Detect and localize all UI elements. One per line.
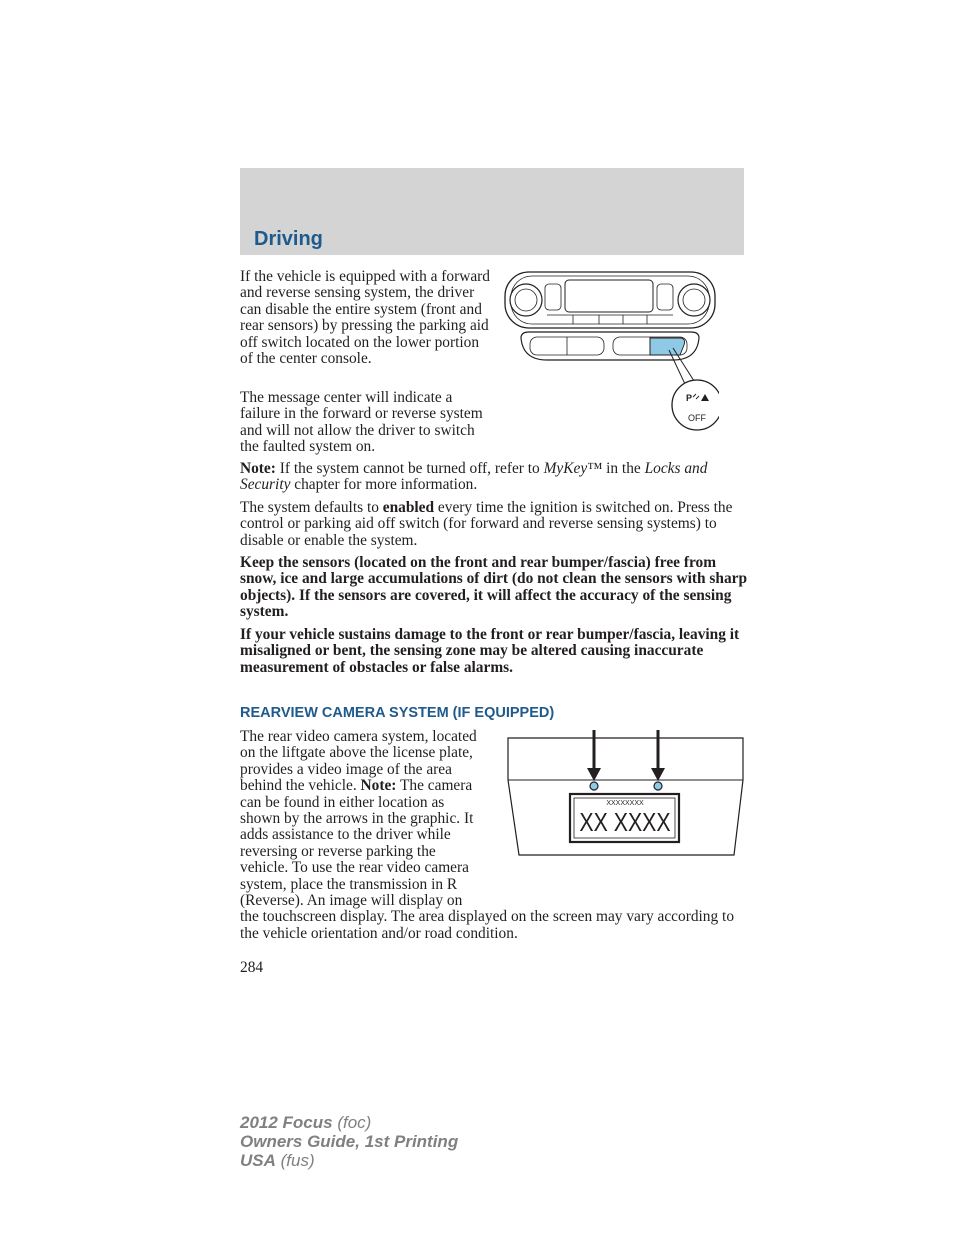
- header-band: [240, 168, 744, 255]
- section-heading: REARVIEW CAMERA SYSTEM (IF EQUIPPED): [240, 705, 555, 721]
- page-number: 284: [240, 959, 264, 976]
- paragraph-disable-system: If the vehicle is equipped with a forward and reverse sensing system, the driver can disable the entire system (front and rear sensors) by pressing the parking aid off switch located on the lower portion of the center console.: [240, 268, 491, 368]
- paragraph-rear-camera: The rear video camera system, located on the liftgate above the license plate, provides a video image of the area behind the vehicle. Note: The camera can be found in either location as shown by the arrows in the graphic. It adds assistance to the driver while reversing or reverse parking the vehicle. To use the rear video camera system, place the transmission in R (Reverse). An image will display on the touchscreen display. The area displayed on the screen may vary according to the vehicle orientation and/or road condition.: [240, 728, 735, 942]
- paragraph-message-center: The message center will indicate a failure in the forward or reverse system and will not allow the driver to switch the faulted system on.: [240, 389, 483, 456]
- warning-bumper-damage: If your vehicle sustains damage to the front or rear bumper/fascia, leaving it misaligned or bent, the sensing zone may be altered causing inaccurate measurement of obstacles or false alarms.: [240, 626, 740, 676]
- warning-keep-sensors-clean: Keep the sensors (located on the front and rear bumper/fascia) free from snow, ice and large accumulations of dirt (do not clean the sensors with sharp objects). If the sensors are covered, it will affect the accuracy of the sensing system.: [240, 554, 748, 621]
- parking-aid-off-switch: [650, 338, 685, 355]
- note-label: Note:: [360, 777, 397, 795]
- svg-text:P: P: [686, 393, 693, 403]
- footer: 2012 Focus (foc) Owners Guide, 1st Printing USA (fus): [240, 1113, 459, 1170]
- note-mykey: Note: If the system cannot be turned off, refer to MyKey™ in the Locks and Security chapter for more information.: [240, 460, 708, 494]
- parking-aid-switch-figure: [503, 270, 719, 435]
- switch-off-label: OFF: [688, 413, 706, 423]
- page-title: Driving: [254, 228, 323, 250]
- plate-number: XX XXXX: [579, 808, 671, 838]
- paragraph-system-defaults: The system defaults to enabled every time the ignition is switched on. Press the control or parking aid off switch (for forward and reverse sensing systems) to disable or enable the system.: [240, 499, 733, 549]
- note-label: Note:: [240, 460, 276, 477]
- plate-top-text: XXXXXXXX: [606, 800, 644, 807]
